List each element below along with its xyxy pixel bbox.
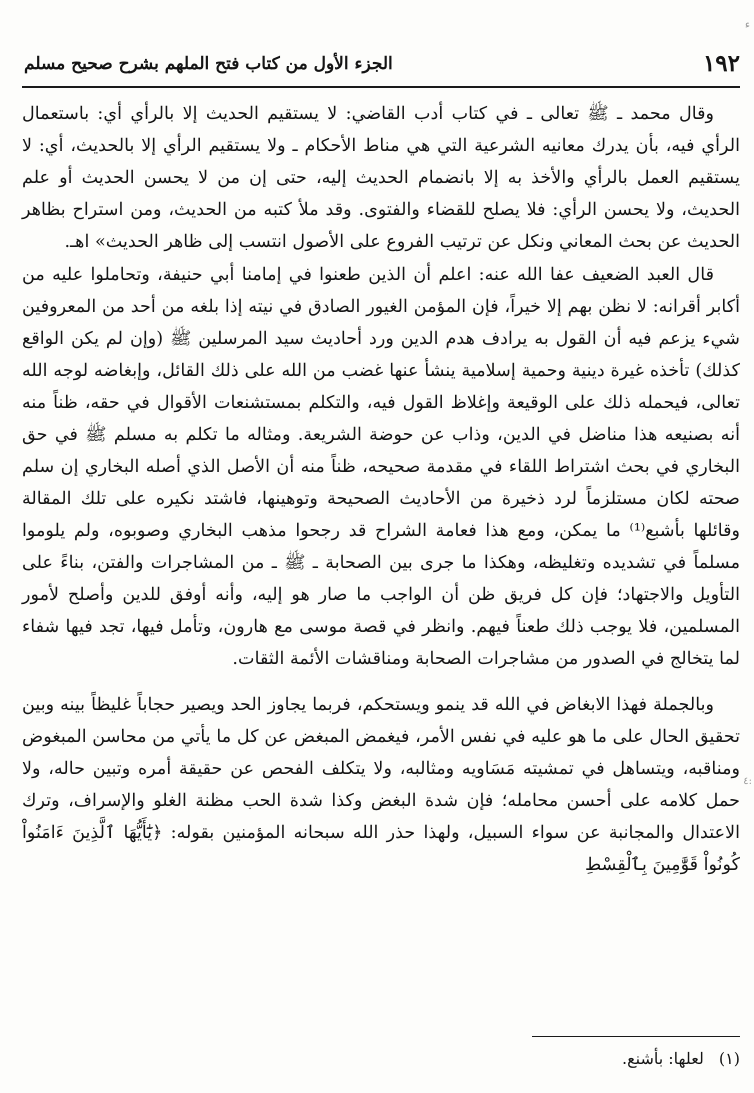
corner-scan-mark: ﺀ: [744, 18, 750, 31]
header-divider: [22, 86, 740, 88]
footnote-divider: [532, 1036, 740, 1037]
main-text: [22, 98, 740, 881]
paragraph-2: قال العبد الضعيف عفا الله عنه: اعلم أن الذين طعنوا في إمامنا أبي حنيفة، وتحاملوا عليه من أكابر أقرانه: لا نظن بهم إلا خيراً، فإن المؤمن الغيور الصادق في نيته إذا بلغه من أحد من المعروفين شيء يزعم فيه أن القول به يرادف هدم الدين ورد أحاديث سيد المرسلين ﷺ (وإن لم يكن الواقع كذلك) تأخذه غيرة دينية وحمية إسلامية ينشأ عنها غضب من الله على ذلك القائل، وإبغاضه لوجه الله تعالى، فيحمله ذلك على الوقيعة وإغلاظ القول فيه، والتكلم بمستشنعات الأقوال في حقه، ظناً منه أنه بصنيعه هذا مناضل في الدين، وذاب عن حوضة الشريعة. ومثاله ما تكلم به مسلم ﷺ في حق البخاري في بحث اشتراط اللقاء في مقدمة صحيحه، ظناً منه أن الأصل الذي أصله البخاري إن سلم صحته لكان مستلزماً لرد ذخيرة من الأحاديث الصحيحة وتوهينها، فاشتد نكيره على تلك المقالة وقائلها بأشبع⁽¹⁾ ما يمكن، ومع هذا فعامة الشراح قد رجحوا مذهب البخاري وصوبوه، ولم يلوموا مسلماً في تشديده وتغليظه، وهكذا ما جرى بين الصحابة ـ ﷺ ـ من المشاجرات والفتن، بناءً على التأويل والاجتهاد؛ فإن كل فريق ظن أن الواجب ما صار هو إليه، وأنه أوفق للدين وأصلح لأمور المسلمين، فلا يوجب ذلك طعناً فيهم. وانظر في قصة موسى مع هارون، وتأمل فيها، تجد فيها شفاء لما يتخالج في الصدور من مشاجرات الصحابة ومناقشات الأئمة الثقات.: [22, 265, 741, 669]
paragraph-1: وقال محمد ـ ﷺ تعالى ـ في كتاب أدب القاضي: لا يستقيم الحديث إلا بالرأي أي: باستعمال الرأي فيه، بأن يدرك معانيه الشرعية التي هي مناط الأحكام ـ ولا يستقيم الرأي إلا بالحديث، أي: لا يستقيم العمل بالرأي والأخذ به إلا بانضمام الحديث إليه، حتى إن من لا يحسن الحديث أو علم الحديث، ولا يحسن الرأي: فلا يصلح للقضاء والفتوى. وقد ملأ كتبه من الحديث، ومن استراح بظاهر الحديث عن بحث المعاني ونكل عن ترتيب الفروع على الأصول انتسب إلى ظاهر الحديث» اهـ.: [22, 104, 740, 252]
footnote-text: لعلها: بأشنع.: [622, 1049, 704, 1068]
side-scan-mark: ٤:: [743, 776, 752, 787]
running-title: الجزء الأول من كتاب فتح الملهم بشرح صحيح مسلم: [24, 54, 393, 74]
footnote-marker: (١): [718, 1049, 740, 1068]
page-header: [24, 48, 740, 86]
paragraph-3: وبالجملة فهذا الابغاض في الله قد ينمو ويستحكم، فربما يجاوز الحد ويصير حجاباً غليظاً بينه وبين تحقيق الحال على ما هو عليه في نفس الأمر، فيغمض المبغض عن كل ما يأتي من محاسن المبغوض ومناقبه، ويتساهل في تمشيته مَسَاويه ومثالبه، ولا يتكلف الفحص عن حقيقة أمره وتبين حاله، ولا حمل كلامه على أحسن محامله؛ فإن شدة البغض وكذا شدة الحب مظنة الغلو والإسراف، وترك الاعتدال والمجانبة عن سواء السبيل، ولهذا حذر الله سبحانه المؤمنين بقوله: ﴿يَٰٓأَيُّهَا ٱلَّذِينَ ءَامَنُواْ كُونُواْ قَوَّٰمِينَ بِٱلْقِسْطِ: [22, 695, 740, 875]
footnote: [340, 1048, 740, 1070]
page-number: ١٩٢: [702, 50, 740, 77]
